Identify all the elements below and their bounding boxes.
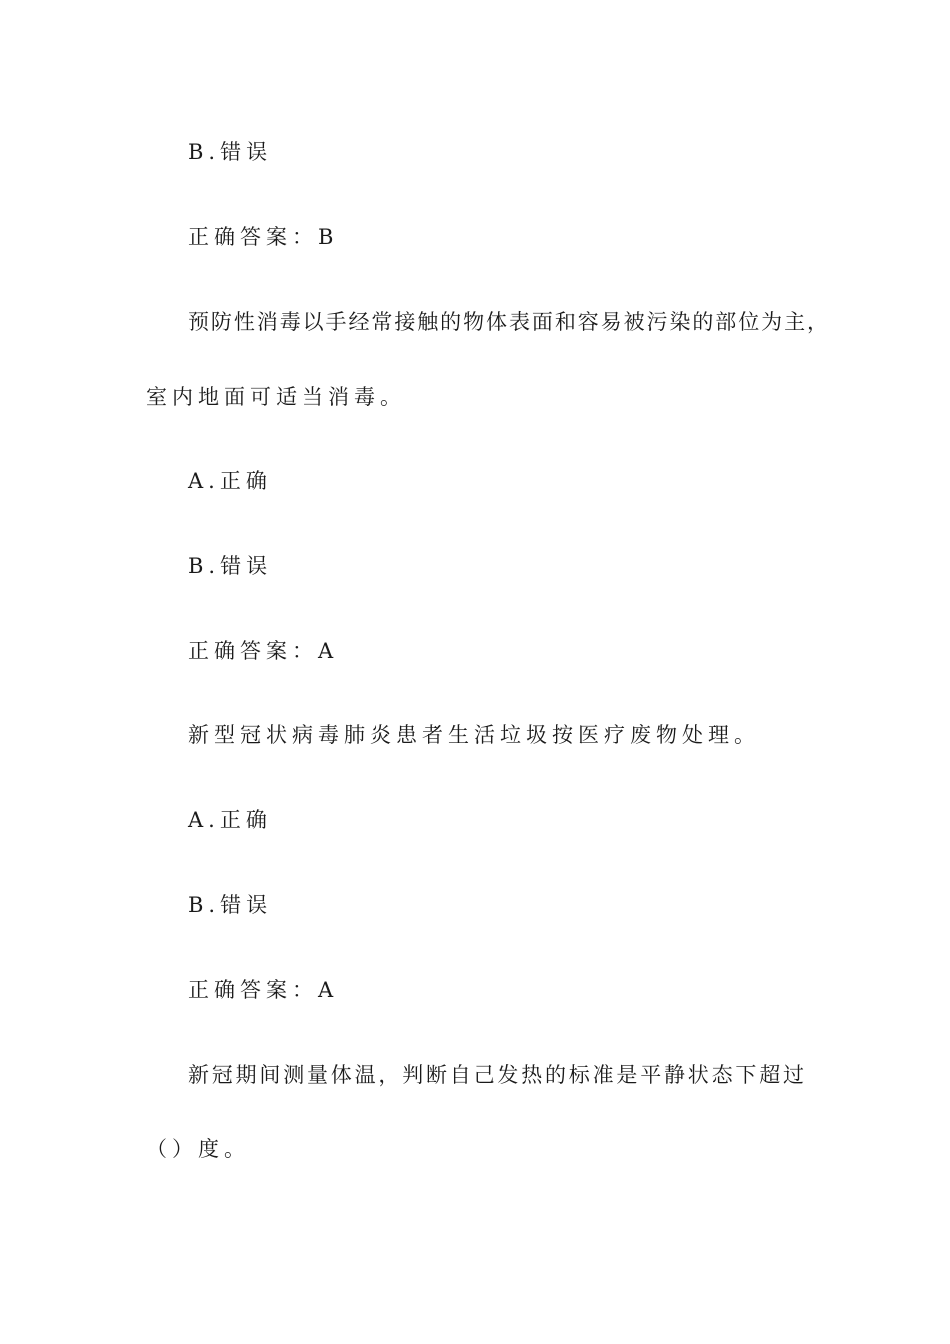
question-stem-line: 预防性消毒以手经常接触的物体表面和容易被污染的部位为主， bbox=[188, 310, 828, 334]
correct-answer: 正确答案：B bbox=[188, 225, 339, 249]
question-stem-line: 新型冠状病毒肺炎患者生活垃圾按医疗废物处理。 bbox=[188, 723, 760, 747]
question-option-b: B.错误 bbox=[188, 893, 273, 917]
question-option-a: A.正确 bbox=[188, 469, 272, 493]
question-option-b: B.错误 bbox=[188, 140, 273, 164]
question-stem-line: （）度。 bbox=[146, 1137, 250, 1161]
question-stem-line: 新冠期间测量体温，判断自己发热的标准是平静状态下超过 bbox=[188, 1063, 804, 1087]
correct-answer: 正确答案：A bbox=[188, 639, 339, 663]
question-stem-line: 室内地面可适当消毒。 bbox=[146, 385, 406, 409]
question-option-a: A.正确 bbox=[188, 808, 272, 832]
correct-answer: 正确答案：A bbox=[188, 978, 339, 1002]
question-option-b: B.错误 bbox=[188, 554, 273, 578]
